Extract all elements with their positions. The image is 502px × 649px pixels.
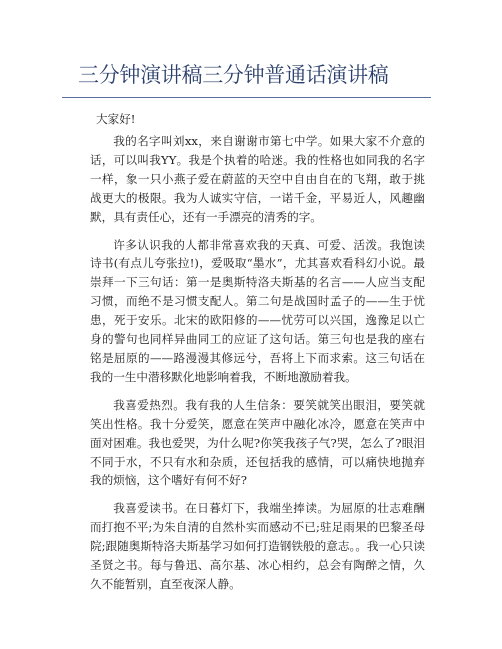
paragraph-laughter: 我喜爱热烈。我有我的人生信条：要笑就笑出眼泪，要笑就笑出性格。我十分爱笑，愿意在笑声中融化冰冷，愿意在笑声中面对困难。我也爱哭，为什么呢?你笑我孩子气?哭，怎么了?眼泪不同于水，不只有水和杂质，还包括我的感情，可以痛快地抛弃我的烦恼，这个嗜好有何不好? — [90, 397, 425, 488]
document-body — [90, 110, 425, 603]
paragraph-reading: 我喜爱读书。在日暮灯下，我端坐捧读。为屈原的壮志难酬而打抱不平;为朱自清的自然朴实而感动不已;驻足雨果的巴黎圣母院;跟随奥斯特洛夫斯基学习如何打造钢铁般的意志。。我一心只读圣贤之书。每与鲁迅、高尔基、冰心相约，总会有陶醉之情，久久不能暂别，直至夜深人静。 — [90, 501, 425, 591]
paragraph-intro: 我的名字叫刘xx，来自谢谢市第七中学。如果大家不介意的话，可以叫我YY。我是个执着的哈迷。我的性格也如同我的名字一样，象一只小燕子爱在蔚蓝的天空中自由自在的飞翔，敢于挑战更大的极限。我为人诚实守信，一诺千金，平易近人，风趣幽默，具有责任心，还有一手漂亮的清秀的字。 — [90, 134, 425, 224]
title-divider — [62, 97, 431, 98]
greeting: 大家好! — [96, 112, 136, 126]
document-title: 三分钟演讲稿三分钟普通话演讲稿 — [78, 63, 389, 87]
paragraph-quotes: 许多认识我的人都非常喜欢我的天真、可爱、活泼。我饱读诗书(有点儿夸张拉!)，爱吸取“墨水”，尤其喜欢看科幻小说。最崇拜一下三句话：第一是奥斯特洛夫斯基的名言——人应当支配习惯，而绝不是习惯支配人。第二句是战国时孟子的——生于忧患，死于安乐。北宋的欧阳修的——忧劳可以兴国，逸豫足以亡身的警句也同样异曲同工的应证了这句话。第三句也是我的座右铭是屈原的——路漫漫其修远兮，吾将上下而求索。这三句话在我的一生中潜移默化地影响着我，不断地激励着我。 — [90, 237, 425, 384]
